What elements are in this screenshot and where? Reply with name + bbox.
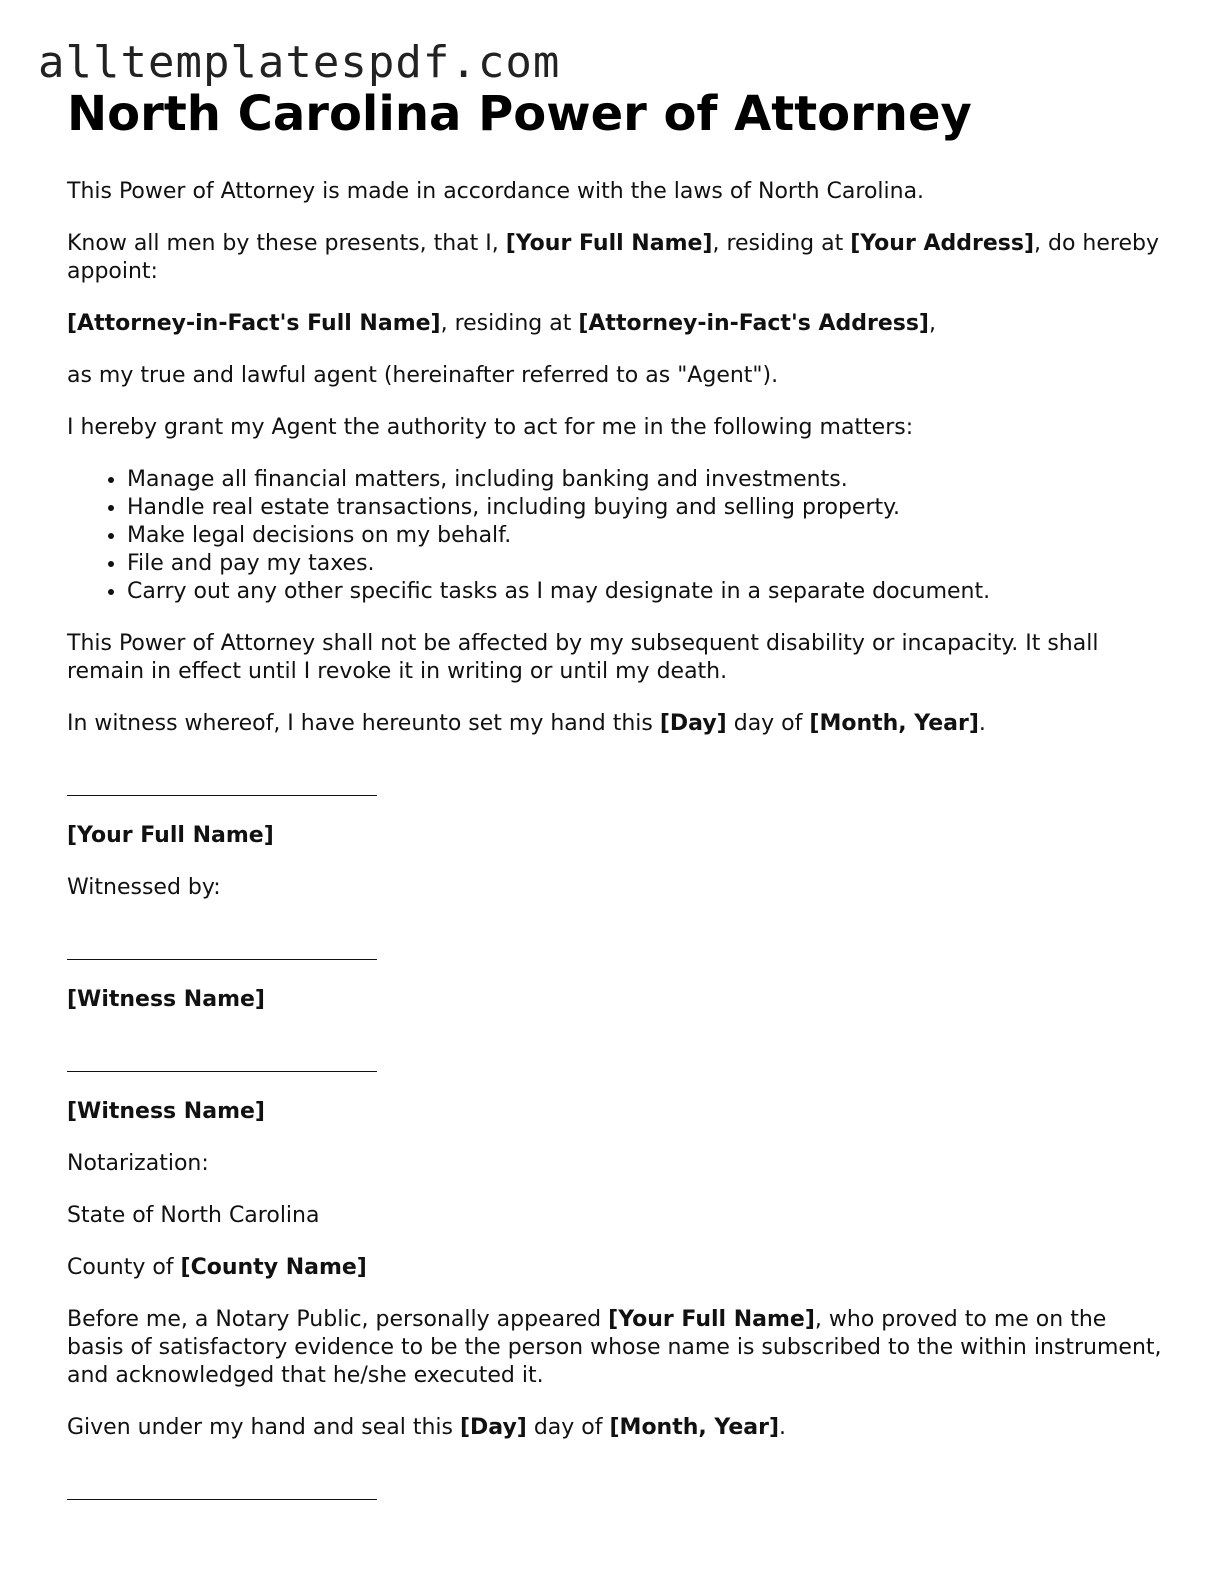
witness1-name <box>67 986 1167 1014</box>
given-month-year-field: [Month, Year] <box>609 1415 780 1440</box>
month-year-field: [Month, Year] <box>809 711 979 736</box>
county-name-field: [County Name] <box>180 1255 367 1280</box>
appointment-mid: , residing at <box>712 231 851 256</box>
page-title: North Carolina Power of Attorney <box>67 86 972 142</box>
powers-list <box>67 466 1167 606</box>
agent-name-field: [Attorney-in-Fact's Full Name] <box>67 311 441 336</box>
principal-name-label: [Your Full Name] <box>67 823 274 848</box>
appointment-post: , do hereby appoint: <box>67 231 1159 284</box>
witness2-name <box>67 1098 1167 1126</box>
county-pre: County of <box>67 1255 181 1280</box>
witness1-name-label: [Witness Name] <box>67 987 265 1012</box>
witness2-name-label: [Witness Name] <box>67 1099 265 1124</box>
principal-name-field: [Your Full Name] <box>505 231 713 256</box>
witness-clause <box>67 710 1167 738</box>
durable-paragraph: This Power of Attorney shall not be affected by my subsequent disability or incapacity. It shall remain in effect until I revoke it in writing or until my death. <box>67 631 1099 684</box>
agent-mid: , residing at <box>440 311 579 336</box>
given-mid: day of <box>526 1415 610 1440</box>
site-watermark: alltemplatespdf.com <box>38 37 561 88</box>
appointment-pre: Know all men by these presents, that I, <box>67 231 506 256</box>
notarization-label: Notarization: <box>67 1151 209 1176</box>
principal-address-field: [Your Address] <box>850 231 1035 256</box>
notary-post: , who proved to me on the basis of satisfactory evidence to be the person whose name is subscribed to the within instrument, and acknowledged that he/she executed it. <box>67 1307 1162 1388</box>
principal-signature-name <box>67 822 1167 850</box>
signature-line <box>67 1499 377 1500</box>
signature-line <box>67 959 377 960</box>
list-item: • Handle real estate transactions, including buying and selling property. <box>127 494 1167 522</box>
grant-paragraph: I hereby grant my Agent the authority to act for me in the following matters: <box>67 415 914 440</box>
notary-paragraph <box>67 1306 1167 1390</box>
list-item: • File and pay my taxes. <box>127 550 1167 578</box>
appointment-paragraph <box>67 230 1167 286</box>
county-line <box>67 1254 1167 1282</box>
notary-signature-line[interactable] <box>67 1474 1167 1502</box>
given-paragraph <box>67 1414 1167 1442</box>
agent-paragraph <box>67 310 1167 338</box>
witness-clause-mid: day of <box>726 711 810 736</box>
given-pre: Given under my hand and seal this <box>67 1415 460 1440</box>
notary-principal-name-field: [Your Full Name] <box>608 1307 815 1332</box>
agent-description: as my true and lawful agent (hereinafter referred to as "Agent"). <box>67 363 779 388</box>
state-line: State of North Carolina <box>67 1203 320 1228</box>
day-field: [Day] <box>659 711 727 736</box>
witness-clause-pre: In witness whereof, I have hereunto set my hand this <box>67 711 660 736</box>
agent-address-field: [Attorney-in-Fact's Address] <box>578 311 929 336</box>
witness2-signature-line[interactable] <box>67 1046 1167 1074</box>
principal-signature-line[interactable] <box>67 770 1167 798</box>
list-item: • Manage all financial matters, including banking and investments. <box>127 466 1167 494</box>
witness-clause-post: . <box>978 711 986 736</box>
agent-post: , <box>928 311 936 336</box>
given-post: . <box>779 1415 787 1440</box>
list-item: • Make legal decisions on my behalf. <box>127 522 1167 550</box>
signature-line <box>67 795 377 796</box>
witnessed-by-label: Witnessed by: <box>67 875 221 900</box>
intro-paragraph: This Power of Attorney is made in accordance with the laws of North Carolina. <box>67 179 925 204</box>
given-day-field: [Day] <box>459 1415 527 1440</box>
notary-pre: Before me, a Notary Public, personally appeared <box>67 1307 609 1332</box>
signature-line <box>67 1071 377 1072</box>
witness1-signature-line[interactable] <box>67 934 1167 962</box>
document-body <box>67 84 1167 1502</box>
list-item: • Carry out any other specific tasks as I may designate in a separate document. <box>127 578 1167 606</box>
